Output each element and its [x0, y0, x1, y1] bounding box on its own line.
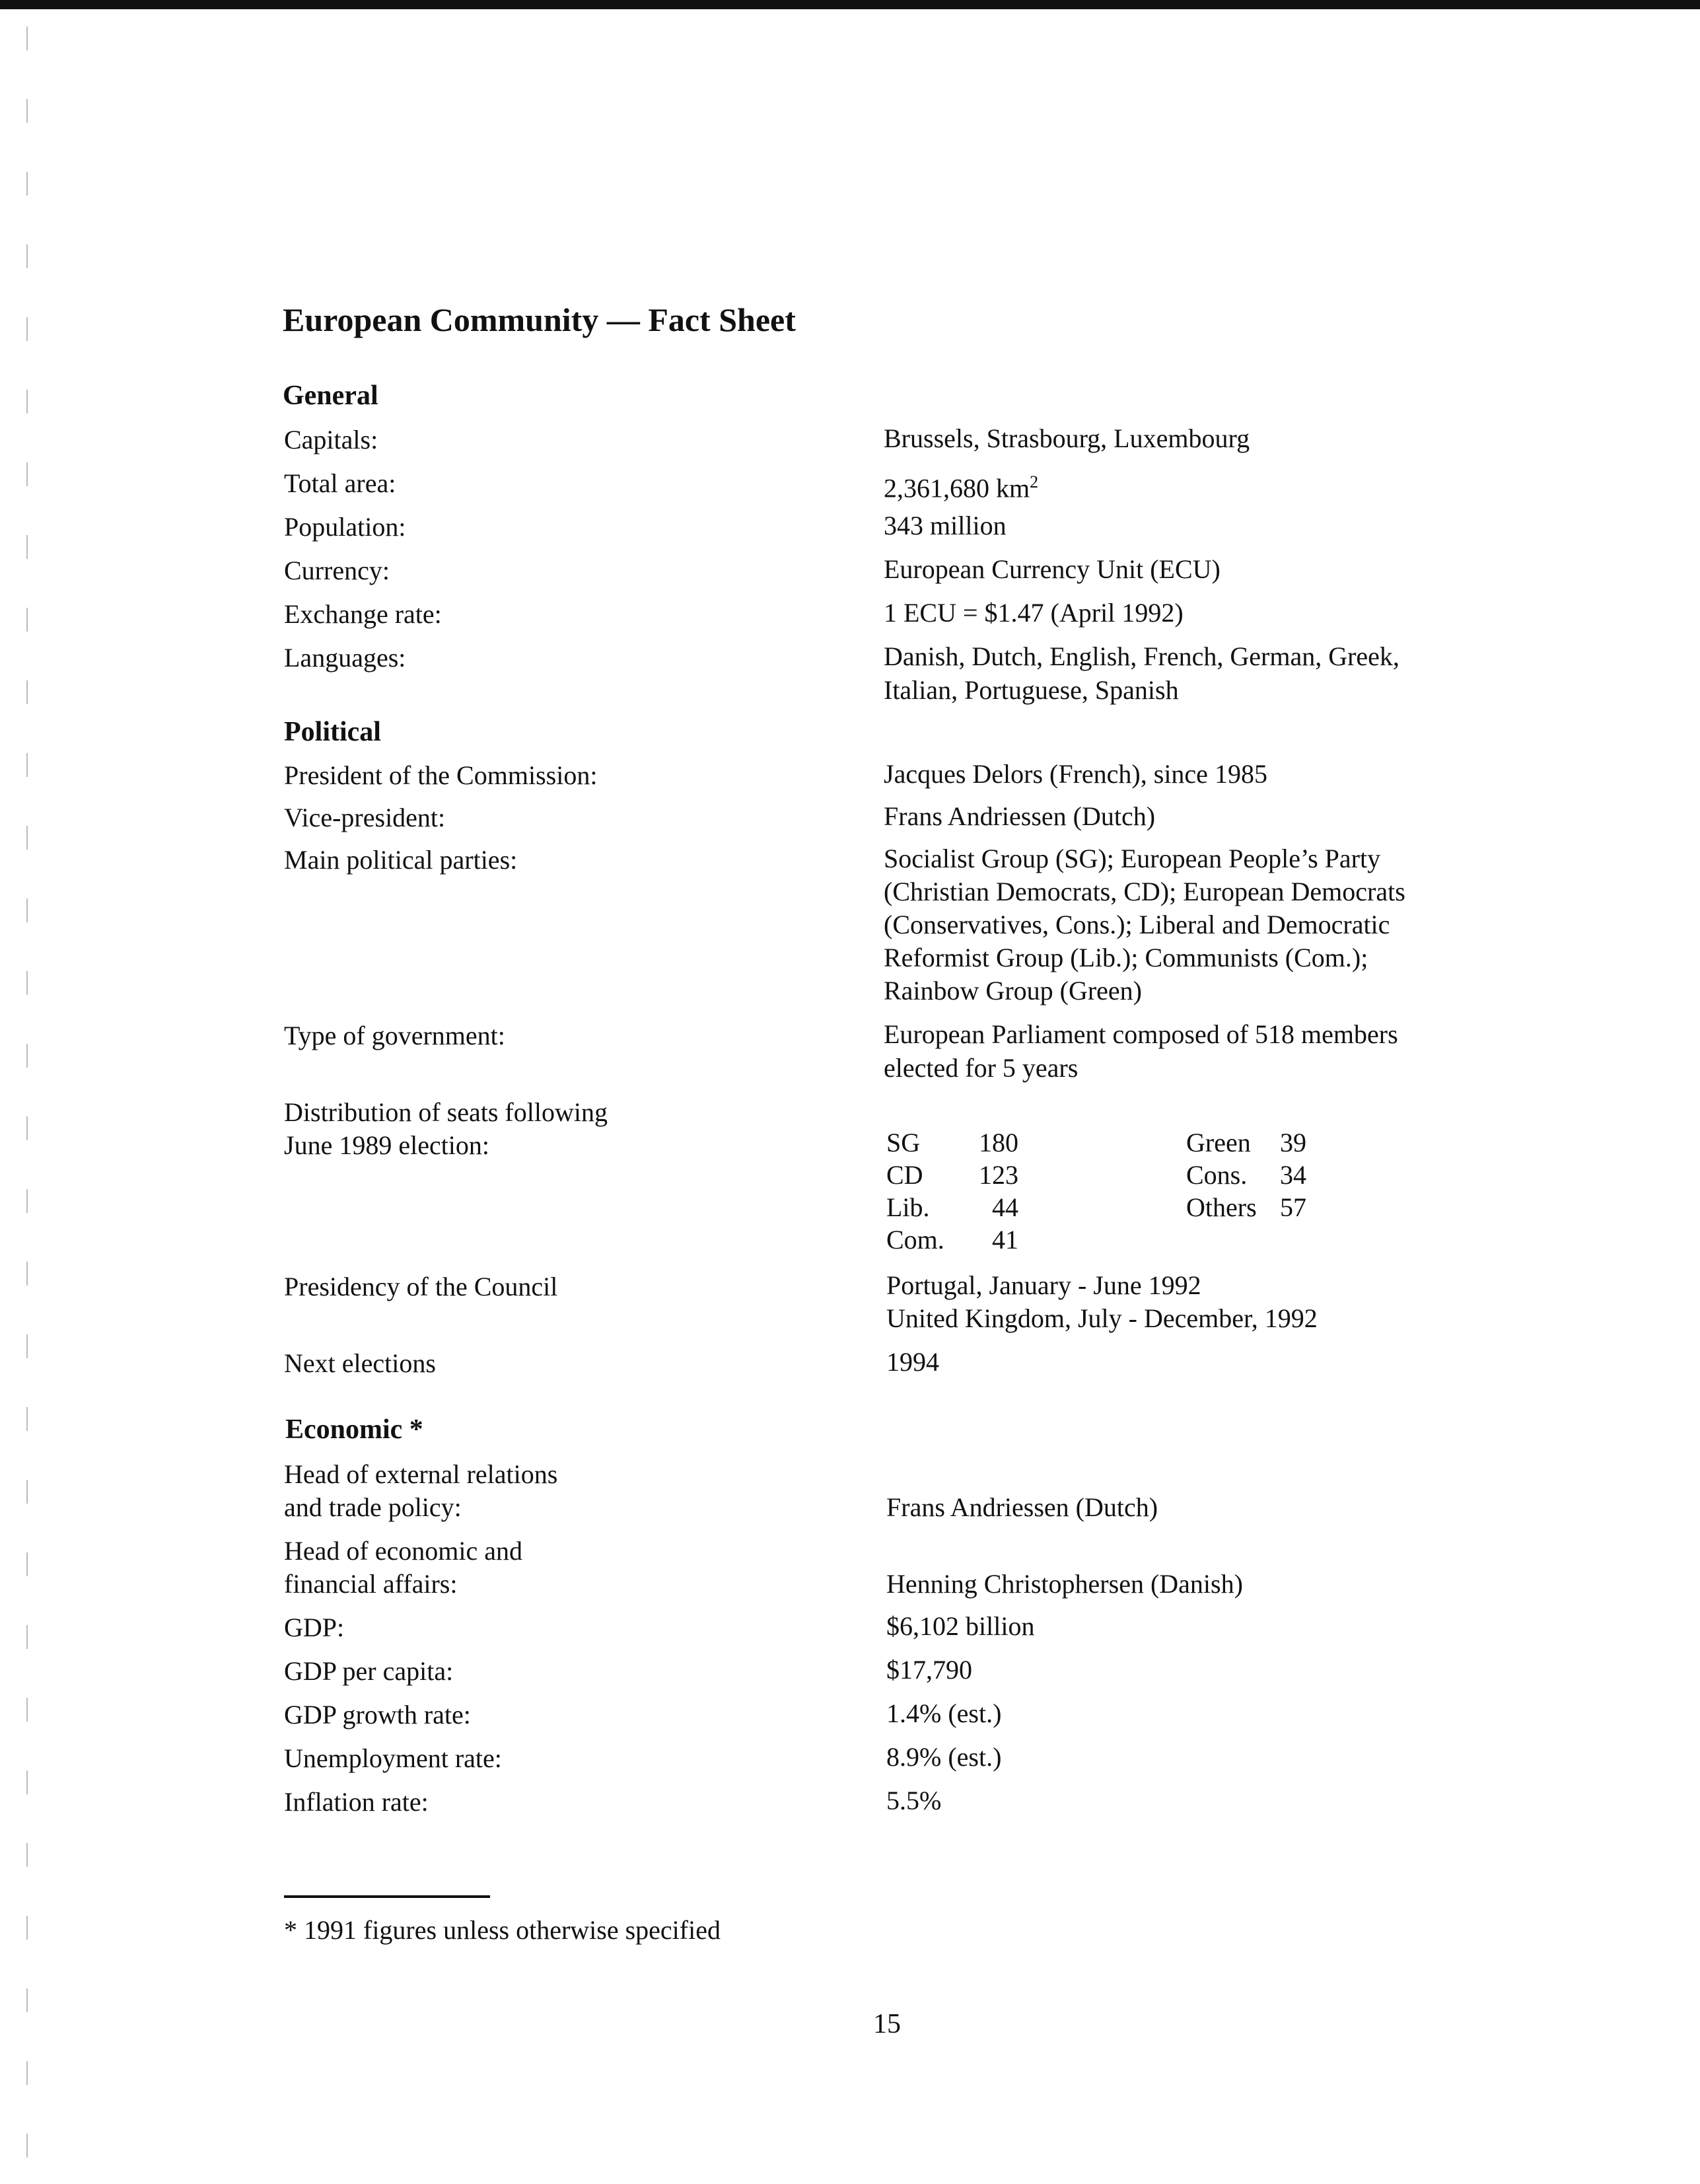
scan-edge-marks	[26, 26, 28, 2167]
value-languages-line-1: Danish, Dutch, English, French, German, Greek,	[884, 641, 1399, 671]
value-next-elections: 1994	[886, 1347, 939, 1377]
label-exchange-rate: Exchange rate:	[284, 599, 442, 629]
label-population: Population:	[284, 512, 406, 542]
footnote: * 1991 figures unless otherwise specified	[284, 1915, 721, 1945]
label-gdp-growth-rate: GDP growth rate:	[284, 1700, 471, 1729]
label-seat-distribution-line-2: June 1989 election:	[284, 1130, 490, 1160]
page-title: European Community — Fact Sheet	[283, 301, 796, 338]
label-main-parties: Main political parties:	[284, 845, 518, 875]
label-external-relations-line-1: Head of external relations	[284, 1459, 558, 1489]
label-inflation-rate: Inflation rate:	[284, 1787, 429, 1817]
value-main-parties-line-4: Reformist Group (Lib.); Communists (Com.);	[884, 943, 1368, 972]
value-capitals: Brussels, Strasbourg, Luxembourg	[884, 423, 1250, 453]
label-gdp: GDP:	[284, 1613, 345, 1642]
seat-count: 180	[979, 1128, 1018, 1157]
value-main-parties-line-3: (Conservatives, Cons.); Liberal and Democratic	[884, 910, 1390, 939]
label-vice-president: Vice-president:	[284, 803, 446, 832]
value-currency: European Currency Unit (ECU)	[884, 554, 1221, 584]
label-languages: Languages:	[284, 643, 406, 673]
label-economic-affairs-line-2: financial affairs:	[284, 1569, 458, 1599]
value-external-relations: Frans Andriessen (Dutch)	[886, 1492, 1158, 1522]
value-languages-line-2: Italian, Portuguese, Spanish	[884, 675, 1179, 705]
value-population: 343 million	[884, 511, 1007, 540]
label-capitals: Capitals:	[284, 425, 378, 455]
section-heading-political: Political	[284, 717, 381, 747]
label-currency: Currency:	[284, 556, 390, 585]
value-gdp: $6,102 billion	[886, 1611, 1035, 1641]
label-seat-distribution-line-1: Distribution of seats following	[284, 1097, 608, 1127]
label-president: President of the Commission:	[284, 760, 598, 790]
value-total-area: 2,361,680 $km^2$	[884, 472, 1039, 503]
value-type-of-government-line-2: elected for 5 years	[884, 1053, 1079, 1083]
seat-distribution-table	[886, 1126, 1349, 1265]
seat-count: 34	[1280, 1160, 1306, 1190]
value-main-parties-line-2: (Christian Democrats, CD); European Democrats	[884, 877, 1405, 906]
top-border	[0, 0, 1700, 9]
label-type-of-government: Type of government:	[284, 1021, 505, 1050]
value-inflation-rate: 5.5%	[886, 1786, 942, 1815]
value-gdp-growth-rate: 1.4% (est.)	[886, 1698, 1002, 1728]
value-vice-president: Frans Andriessen (Dutch)	[884, 801, 1156, 831]
value-unemployment-rate: 8.9% (est.)	[886, 1742, 1002, 1772]
seat-count: 39	[1280, 1128, 1306, 1157]
value-presidency-line-1: Portugal, January - June 1992	[886, 1270, 1201, 1300]
party-abbreviation: Green	[1186, 1128, 1251, 1157]
party-abbreviation: CD	[886, 1160, 923, 1190]
label-next-elections: Next elections	[284, 1348, 436, 1378]
seat-count: 44	[992, 1192, 1018, 1222]
value-presidency-line-2: United Kingdom, July - December, 1992	[886, 1303, 1318, 1333]
party-abbreviation: Lib.	[886, 1192, 930, 1222]
value-gdp-per-capita: $17,790	[886, 1655, 972, 1685]
value-president: Jacques Delors (French), since 1985	[884, 759, 1267, 789]
label-presidency-council: Presidency of the Council	[284, 1272, 558, 1301]
value-exchange-rate: 1 ECU = $1.47 (April 1992)	[884, 598, 1184, 628]
seat-count: 57	[1280, 1192, 1306, 1222]
value-main-parties-line-5: Rainbow Group (Green)	[884, 976, 1142, 1005]
seat-count: 123	[979, 1160, 1018, 1190]
party-abbreviation: Cons.	[1186, 1160, 1248, 1190]
value-main-parties-line-1: Socialist Group (SG); European People’s Party	[884, 844, 1381, 873]
party-abbreviation: Com.	[886, 1225, 944, 1255]
seat-count: 41	[992, 1225, 1018, 1255]
label-unemployment-rate: Unemployment rate:	[284, 1743, 502, 1773]
label-total-area: Total area:	[284, 468, 396, 498]
value-type-of-government-line-1: European Parliament composed of 518 members	[884, 1019, 1398, 1049]
label-external-relations-line-2: and trade policy:	[284, 1492, 462, 1522]
section-heading-economic: Economic *	[285, 1414, 423, 1445]
label-gdp-per-capita: GDP per capita:	[284, 1656, 454, 1686]
section-heading-general: General	[283, 381, 378, 411]
value-economic-affairs: Henning Christophersen (Danish)	[886, 1569, 1243, 1599]
superscript: 2	[1030, 472, 1039, 491]
label-economic-affairs-line-1: Head of economic and	[284, 1536, 522, 1566]
page-number: 15	[873, 2009, 901, 2039]
footnote-rule	[284, 1895, 490, 1898]
party-abbreviation: Others	[1186, 1192, 1257, 1222]
party-abbreviation: SG	[886, 1128, 921, 1157]
